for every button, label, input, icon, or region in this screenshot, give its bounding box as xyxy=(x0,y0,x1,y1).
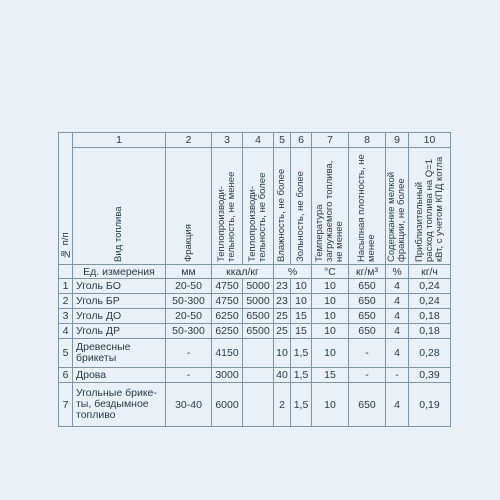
unit-temp: °С xyxy=(312,265,349,279)
no-header: № п/п xyxy=(59,231,71,259)
col-num-3: 3 xyxy=(212,133,243,148)
unit-fine: % xyxy=(386,265,409,279)
col-num-7: 7 xyxy=(312,133,349,148)
col-num-2: 2 xyxy=(166,133,212,148)
col-num-1: 1 xyxy=(73,133,166,148)
table-row: 4 Уголь ДР 50-300 6250 6500 25 15 10 650 4 0,18 xyxy=(59,324,451,339)
header-consumption: Приблизительный расход топлива на Q=1 кВт, с учетом КПД котла xyxy=(409,148,451,265)
header-ash: Зольность, не более xyxy=(291,148,312,265)
col-num-10: 10 xyxy=(409,133,451,148)
header-temp: Температура загружаемого топлива, не менее xyxy=(312,148,349,265)
header-heat-min: Теплопроизводи-тельность, не менее xyxy=(212,148,243,265)
header-moisture: Влажность, не более xyxy=(274,148,291,265)
column-number-row xyxy=(59,133,451,148)
table-row: 7 Угольные брике-ты, бездымное топливо 30-40 6000 2 1,5 10 650 4 0,19 xyxy=(59,383,451,427)
col-num-5: 5 xyxy=(274,133,291,148)
col-num-8: 8 xyxy=(349,133,386,148)
header-fraction: Фракция xyxy=(166,148,212,265)
unit-fraction: мм xyxy=(166,265,212,279)
table-row: 5 Древесные брикеты - 4150 10 1,5 10 - 4 0,28 xyxy=(59,339,451,368)
header-fuel: Вид топлива xyxy=(73,148,166,265)
fuel-spec-table xyxy=(58,132,451,427)
col-num-9: 9 xyxy=(386,133,409,148)
header-heat-max: Теплопроизводи-тельность, не более xyxy=(243,148,274,265)
table-row: 2 Уголь БР 50-300 4750 5000 23 10 10 650 4 0,24 xyxy=(59,294,451,309)
table-row: 3 Уголь ДО 20-50 6250 6500 25 15 10 650 4 0,18 xyxy=(59,309,451,324)
no-header-cell xyxy=(59,133,73,265)
unit-percent: % xyxy=(274,265,312,279)
header-row xyxy=(59,148,451,265)
header-fine: Содержание мелкой фракции, не более xyxy=(386,148,409,265)
table-row: 6 Дрова - 3000 40 1,5 15 - - 0,39 xyxy=(59,368,451,383)
col-num-4: 4 xyxy=(243,133,274,148)
col-num-6: 6 xyxy=(291,133,312,148)
unit-density: кг/м³ xyxy=(349,265,386,279)
table-row: 1 Уголь БО 20-50 4750 5000 23 10 10 650 4 0,24 xyxy=(59,279,451,294)
header-density: Насыпная плотность, не менее xyxy=(349,148,386,265)
unit-consumption: кг/ч xyxy=(409,265,451,279)
unit-heat: ккал/кг xyxy=(212,265,274,279)
units-label: Ед. измерения xyxy=(73,265,166,279)
units-row xyxy=(59,265,451,279)
